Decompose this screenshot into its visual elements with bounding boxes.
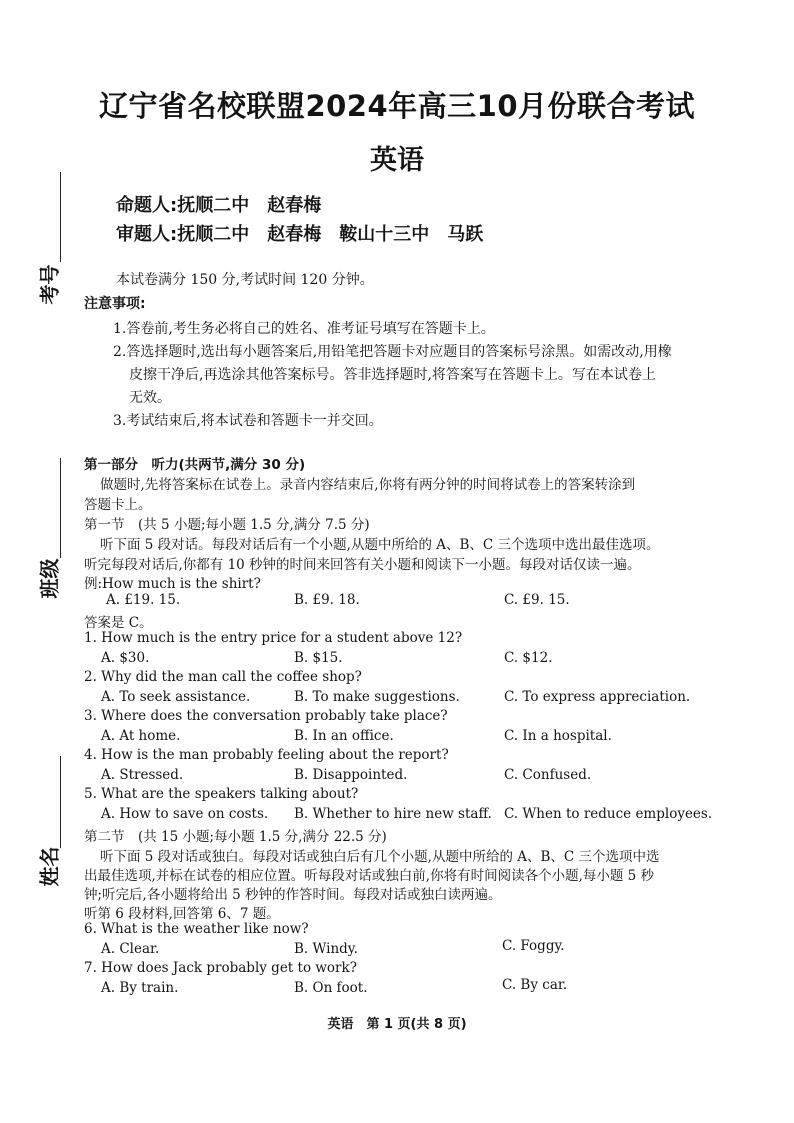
question-4: 4. How is the man probably feeling about the report? bbox=[84, 747, 449, 763]
question-2-option-c: C. To express appreciation. bbox=[504, 689, 691, 705]
question-7-option-c: C. By car. bbox=[502, 977, 568, 993]
name-label: 姓名 bbox=[37, 846, 62, 887]
name-line bbox=[60, 756, 61, 848]
exam-title: 辽宁省名校联盟2024年高三10月份联合考试 bbox=[98, 89, 696, 123]
note-3: 3.考试结束后,将本试卷和答题卡一并交回。 bbox=[113, 413, 383, 429]
question-4-option-c: C. Confused. bbox=[504, 767, 592, 783]
example-option-b: B. £9. 18. bbox=[294, 592, 360, 608]
question-6: 6. What is the weather like now? bbox=[84, 921, 309, 937]
section1-line-2: 听完每段对话后,你都有 10 秒钟的时间来回答有关小题和阅读下一小题。每段对话仅读一遍。 bbox=[84, 557, 641, 573]
question-1-option-b: B. $15. bbox=[294, 650, 343, 666]
question-2-option-b: B. To make suggestions. bbox=[294, 689, 460, 705]
question-7: 7. How does Jack probably get to work? bbox=[84, 960, 357, 976]
question-3-option-c: C. In a hospital. bbox=[504, 728, 612, 744]
example-option-a: A. £19. 15. bbox=[106, 592, 181, 608]
section1-line-1: 听下面 5 段对话。每段对话后有一个小题,从题中所给的 A、B、C 三个选项中选出最佳选项。 bbox=[100, 537, 660, 553]
page-footer: 英语 第 1 页(共 8 页) bbox=[327, 1017, 467, 1032]
question-6-option-b: B. Windy. bbox=[294, 941, 358, 957]
note-2-line-1: 2.答选择题时,选出每小题答案后,用铅笔把答题卡对应题目的答案标号涂黑。如需改动,用橡 bbox=[113, 344, 672, 360]
question-5: 5. What are the speakers talking about? bbox=[84, 786, 359, 802]
question-7-option-a: A. By train. bbox=[101, 980, 179, 996]
part1-heading: 第一部分 听力(共两节,满分 30 分) bbox=[84, 457, 306, 473]
example-option-c: C. £9. 15. bbox=[504, 592, 570, 608]
section2-heading: 第二节 (共 15 小题;每小题 1.5 分,满分 22.5 分) bbox=[84, 829, 387, 845]
subject-title: 英语 bbox=[370, 145, 424, 176]
setter-line: 命题人:抚顺二中 赵春梅 bbox=[116, 195, 322, 216]
score-time: 本试卷满分 150 分,考试时间 120 分钟。 bbox=[116, 272, 374, 288]
question-5-option-a: A. How to save on costs. bbox=[101, 806, 269, 822]
question-2: 2. Why did the man call the coffee shop? bbox=[84, 669, 362, 685]
note-1: 1.答卷前,考生务必将自己的姓名、准考证号填写在答题卡上。 bbox=[113, 321, 495, 337]
material-6-note: 听第 6 段材料,回答第 6、7 题。 bbox=[84, 906, 280, 922]
question-5-option-c: C. When to reduce employees. bbox=[504, 806, 713, 822]
note-2-line-3: 无效。 bbox=[129, 390, 171, 406]
question-3-option-a: A. At home. bbox=[101, 728, 181, 744]
question-7-option-b: B. On foot. bbox=[294, 980, 368, 996]
exam-no-line bbox=[60, 172, 61, 262]
example-answer: 答案是 C。 bbox=[84, 615, 153, 631]
example-question: 例:How much is the shirt? bbox=[84, 576, 261, 592]
part1-instruction-2: 答题卡上。 bbox=[84, 497, 152, 513]
question-1-option-c: C. $12. bbox=[504, 650, 553, 666]
question-2-option-a: A. To seek assistance. bbox=[101, 689, 251, 705]
note-2-line-2: 皮擦干净后,再选涂其他答案标号。答非选择题时,将答案写在答题卡上。写在本试卷上 bbox=[129, 367, 656, 383]
class-line bbox=[60, 458, 61, 558]
notes-title: 注意事项: bbox=[84, 296, 146, 312]
section2-line-1: 听下面 5 段对话或独白。每段对话或独白后有几个小题,从题中所给的 A、B、C 三个选项中选 bbox=[100, 849, 660, 865]
question-1-option-a: A. $30. bbox=[101, 650, 150, 666]
exam-no-label: 考号 bbox=[37, 264, 62, 305]
section2-line-3: 钟;听完后,各小题将给出 5 秒钟的作答时间。每段对话或独白读两遍。 bbox=[84, 887, 502, 903]
question-4-option-b: B. Disappointed. bbox=[294, 767, 408, 783]
class-label: 班级 bbox=[37, 558, 62, 599]
section1-heading: 第一节 (共 5 小题;每小题 1.5 分,满分 7.5 分) bbox=[84, 517, 370, 533]
question-4-option-a: A. Stressed. bbox=[101, 767, 184, 783]
section2-line-2: 出最佳选项,并标在试卷的相应位置。听每段对话或独白前,你将有时间阅读各个小题,每小题 5 秒 bbox=[84, 868, 655, 884]
part1-instruction-1: 做题时,先将答案标在试卷上。录音内容结束后,你将有两分钟的时间将试卷上的答案转涂到 bbox=[100, 477, 636, 493]
reviewer-line: 审题人:抚顺二中 赵春梅 鞍山十三中 马跃 bbox=[116, 224, 484, 245]
question-5-option-b: B. Whether to hire new staff. bbox=[294, 806, 492, 822]
question-3-option-b: B. In an office. bbox=[294, 728, 394, 744]
question-3: 3. Where does the conversation probably take place? bbox=[84, 708, 448, 724]
question-6-option-c: C. Foggy. bbox=[502, 938, 565, 954]
question-1: 1. How much is the entry price for a student above 12? bbox=[84, 630, 463, 646]
question-6-option-a: A. Clear. bbox=[101, 941, 160, 957]
